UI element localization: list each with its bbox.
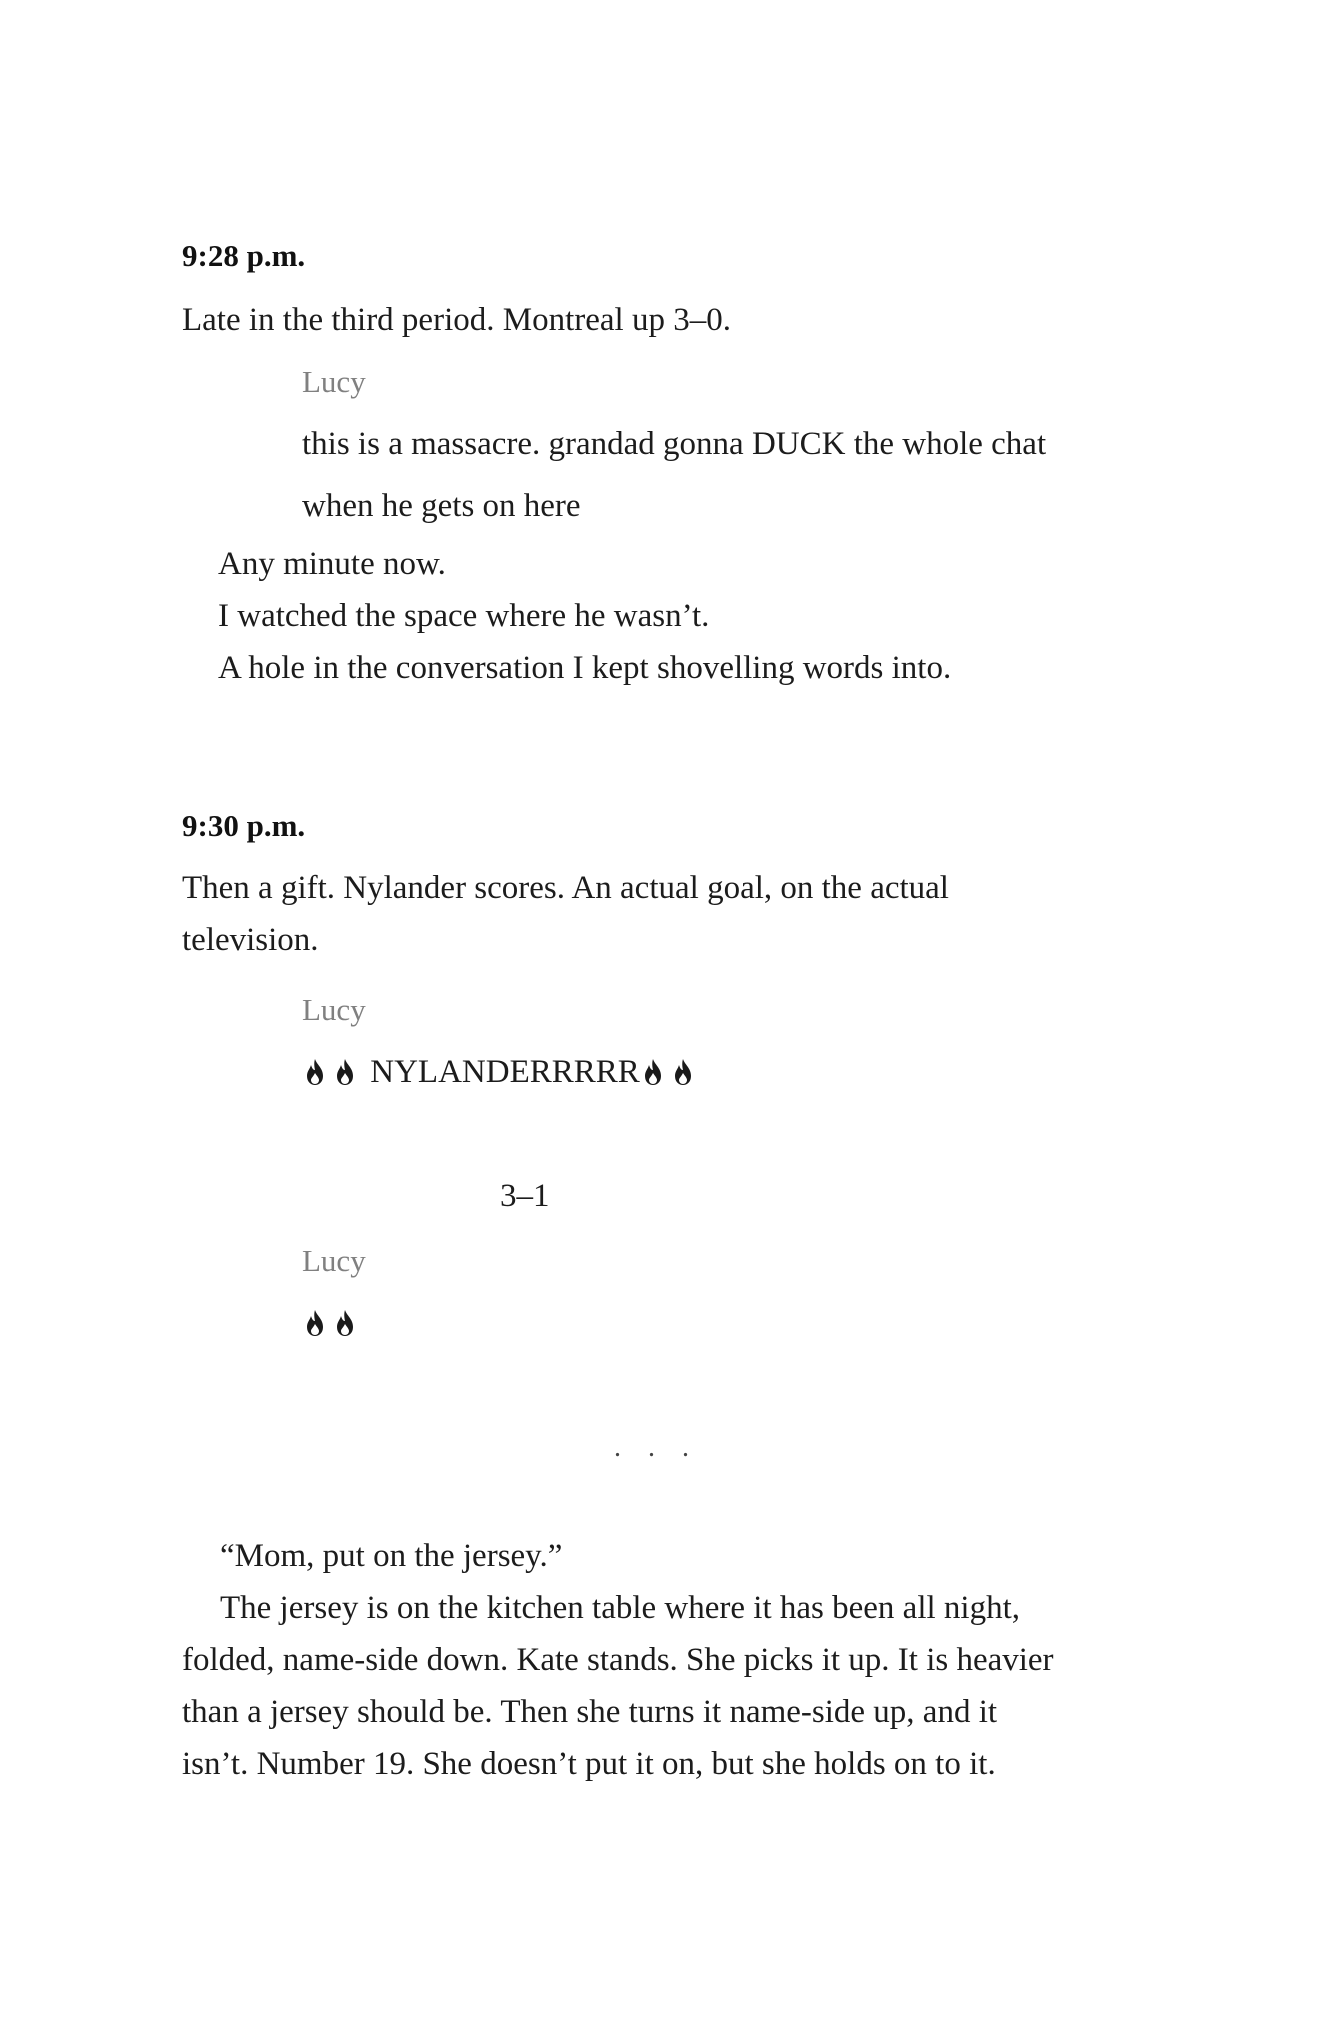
paragraph-line: folded, name-side down. Kate stands. She picks it up. It is heavier [182, 1642, 1054, 1678]
reflection-line: I watched the space where he wasn’t. [218, 598, 710, 634]
fire-icon [302, 1057, 328, 1087]
chat-message-nylander [302, 1054, 700, 1091]
paragraph-line: The jersey is on the kitchen table where it has been all night, [220, 1590, 1020, 1626]
scene-break-divider: . . . [614, 1432, 699, 1463]
chat-sender-lucy: Lucy [302, 1243, 366, 1278]
paragraph-line: than a jersey should be. Then she turns it name-side up, and it [182, 1694, 998, 1730]
chat-sender-lucy: Lucy [302, 364, 366, 399]
closing-paragraph [182, 1530, 1082, 1790]
narration-line-2: television. [182, 922, 319, 958]
reflection-line: Any minute now. [218, 546, 446, 582]
narration-line-1: Then a gift. Nylander scores. An actual goal, on the actual [182, 870, 949, 906]
dialogue-line: “Mom, put on the jersey.” [220, 1538, 563, 1574]
chat-message-line-1: this is a massacre. grandad gonna DUCK the whole chat [302, 426, 1047, 462]
paragraph-line: isn’t. Number 19. She doesn’t put it on, but she holds on to it. [182, 1746, 996, 1782]
chat-reply-score: 3–1 [500, 1178, 550, 1214]
chat-message-line-2: when he gets on here [302, 488, 581, 524]
chat-message-text: NYLANDERRRRR [370, 1054, 640, 1090]
fire-icon [332, 1308, 358, 1338]
chat-sender-lucy: Lucy [302, 992, 366, 1027]
narration-third-period: Late in the third period. Montreal up 3–0. [182, 302, 731, 338]
chat-message-fire [302, 1305, 362, 1342]
fire-icon [302, 1308, 328, 1338]
reflection-line: A hole in the conversation I kept shovelling words into. [218, 650, 952, 686]
timestamp-930: 9:30 p.m. [182, 808, 306, 843]
fire-icon [332, 1057, 358, 1087]
timestamp-928: 9:28 p.m. [182, 238, 306, 273]
fire-icon [640, 1057, 666, 1087]
fire-icon [670, 1057, 696, 1087]
